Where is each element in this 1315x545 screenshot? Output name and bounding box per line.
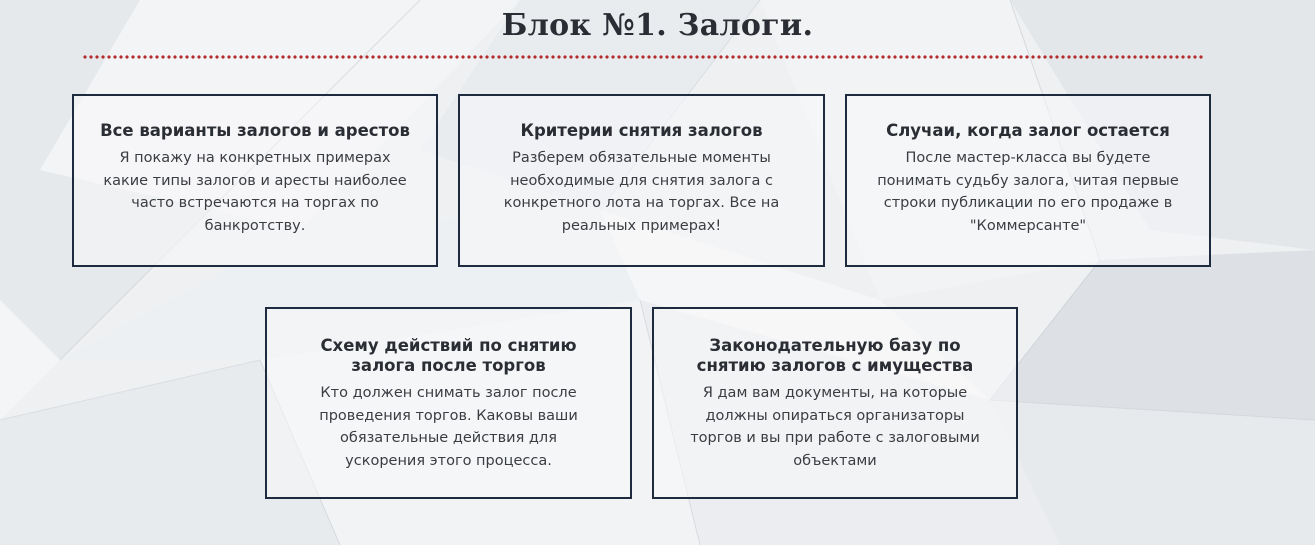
card-removal-criteria [458, 94, 825, 267]
card-title: Критерии снятия залогов [520, 121, 763, 140]
card-title: Схему действий по снятию залога после торгов [320, 336, 577, 375]
card-text: Я дам вам документы, на которые должны опираться организаторы торгов и вы при работе с залоговыми объектами [690, 385, 980, 469]
card-all-pledge-variants [72, 94, 438, 267]
card-title: Законодательную базу по снятию залогов с имущества [696, 336, 974, 375]
card-title: Случаи, когда залог остается [886, 121, 1170, 140]
card-pledge-remains-cases [845, 94, 1211, 267]
card-title: Все варианты залогов и арестов [100, 121, 410, 140]
card-text: Я покажу на конкретных примерах какие типы залогов и аресты наиболее часто встречаются на торгах по банкротству. [103, 150, 407, 234]
card-action-scheme [265, 307, 632, 499]
section-title: Блок №1. Залоги. [501, 8, 814, 43]
card-text: Разберем обязательные моменты необходимые для снятия залога с конкретного лота на торгах. Все на реальных примерах! [503, 150, 780, 234]
card-text: Кто должен снимать залог после проведения торгов. Каковы ваши обязательные действия для ускорения этого процесса. [319, 385, 578, 469]
card-legal-base [652, 307, 1018, 499]
card-text: После мастер-класса вы будете понимать судьбу залога, читая первые строки публикации по его продаже в "Коммерсанте" [877, 150, 1179, 234]
dotted-divider [82, 55, 1204, 59]
